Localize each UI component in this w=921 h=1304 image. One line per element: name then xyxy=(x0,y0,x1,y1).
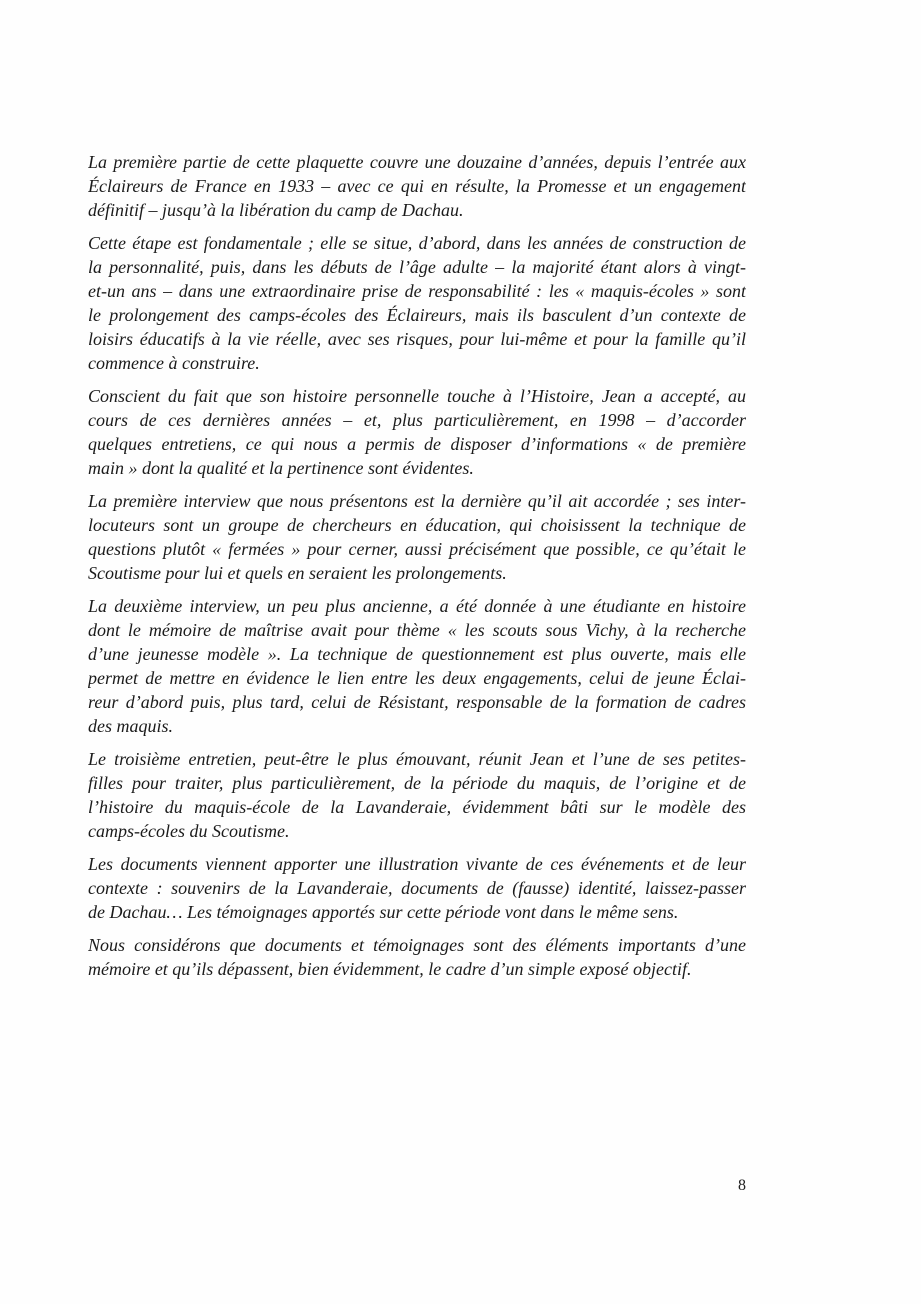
text-line: Conscient du fait que son histoire personnelle touche à l’Histoire, Jean a accepté, au xyxy=(88,386,746,406)
text-line: Éclaireurs de France en 1933 – avec ce qui en résulte, la Promesse et un engagement xyxy=(88,176,746,196)
paragraph xyxy=(88,747,746,843)
text-line: questions plutôt « fermées » pour cerner, aussi précisément que possible, ce qu’était le xyxy=(88,539,746,559)
paragraph xyxy=(88,594,746,738)
text-line: de Dachau… Les témoignages apportés sur cette période vont dans le même sens. xyxy=(88,902,679,922)
text-line: camps-écoles du Scoutisme. xyxy=(88,821,290,841)
text-line: main » dont la qualité et la pertinence sont évidentes. xyxy=(88,458,474,478)
text-line: le prolongement des camps-écoles des Éclaireurs, mais ils basculent d’un contexte de xyxy=(88,305,746,325)
text-line: reur d’abord puis, plus tard, celui de Résistant, responsable de la formation de cadres xyxy=(88,692,746,712)
text-line: contexte : souvenirs de la Lavanderaie, documents de (fausse) identité, laissez-passer xyxy=(88,878,746,898)
text-block xyxy=(88,150,746,990)
text-line: Le troisième entretien, peut-être le plus émouvant, réunit Jean et l’une de ses petites- xyxy=(88,749,746,769)
text-line: l’histoire du maquis-école de la Lavanderaie, évidemment bâti sur le modèle des xyxy=(88,797,746,817)
text-line: Scoutisme pour lui et quels en seraient les prolongements. xyxy=(88,563,507,583)
paragraph xyxy=(88,933,746,981)
text-line: Nous considérons que documents et témoignages sont des éléments importants d’une xyxy=(88,935,746,955)
text-line: La première partie de cette plaquette couvre une douzaine d’années, depuis l’entrée aux xyxy=(88,152,746,172)
text-line: mémoire et qu’ils dépassent, bien évidemment, le cadre d’un simple exposé objectif. xyxy=(88,959,692,979)
text-line: quelques entretiens, ce qui nous a permis de disposer d’informations « de première xyxy=(88,434,746,454)
text-line: filles pour traiter, plus particulièrement, de la période du maquis, de l’origine et de xyxy=(88,773,746,793)
text-line: des maquis. xyxy=(88,716,173,736)
text-line: commence à construire. xyxy=(88,353,260,373)
text-line: la personnalité, puis, dans les débuts de l’âge adulte – la majorité étant alors à vingt- xyxy=(88,257,746,277)
paragraph xyxy=(88,231,746,375)
paragraph xyxy=(88,150,746,222)
text-line: définitif – jusqu’à la libération du camp de Dachau. xyxy=(88,200,464,220)
page-number: 8 xyxy=(738,1177,746,1194)
text-line: La première interview que nous présentons est la dernière qu’il ait accordée ; ses inter- xyxy=(88,491,746,511)
text-line: dont le mémoire de maîtrise avait pour thème « les scouts sous Vichy, à la recherche xyxy=(88,620,746,640)
paragraph xyxy=(88,489,746,585)
text-line: d’une jeunesse modèle ». La technique de questionnement est plus ouverte, mais elle xyxy=(88,644,746,664)
paragraph xyxy=(88,384,746,480)
text-line: loisirs éducatifs à la vie réelle, avec ses risques, pour lui-même et pour la famille qu’il xyxy=(88,329,746,349)
paragraph xyxy=(88,852,746,924)
text-line: locuteurs sont un groupe de chercheurs en éducation, qui choisissent la technique de xyxy=(88,515,746,535)
text-line: La deuxième interview, un peu plus ancienne, a été donnée à une étudiante en histoire xyxy=(88,596,746,616)
text-line: Cette étape est fondamentale ; elle se situe, d’abord, dans les années de construction de xyxy=(88,233,746,253)
text-line: Les documents viennent apporter une illustration vivante de ces événements et de leur xyxy=(88,854,746,874)
text-line: et-un ans – dans une extraordinaire prise de responsabilité : les « maquis-écoles » sont xyxy=(88,281,746,301)
text-line: permet de mettre en évidence le lien entre les deux engagements, celui de jeune Éclai- xyxy=(88,668,746,688)
text-line: cours de ces dernières années – et, plus particulièrement, en 1998 – d’accorder xyxy=(88,410,746,430)
